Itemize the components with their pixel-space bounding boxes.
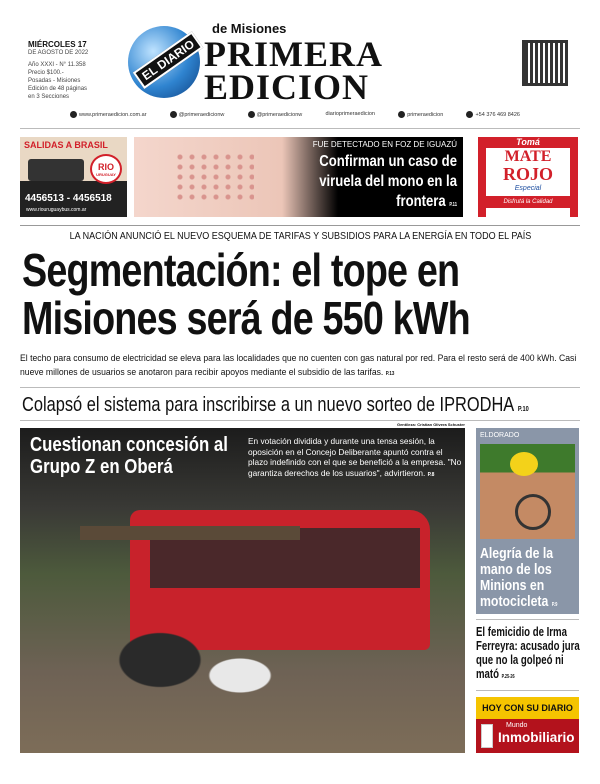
page-ref: P.10 bbox=[517, 406, 529, 413]
qr-code[interactable] bbox=[525, 43, 565, 83]
promo-big: Inmobiliario bbox=[498, 730, 575, 745]
secondary-story[interactable] bbox=[22, 393, 529, 422]
photo-story-body bbox=[248, 436, 463, 480]
door-icon bbox=[481, 724, 493, 748]
divider bbox=[476, 690, 579, 691]
teaser-image bbox=[174, 152, 254, 202]
divider bbox=[20, 420, 580, 421]
social-twitter[interactable]: @primeraedicionw bbox=[170, 111, 225, 118]
page-ref: P.11 bbox=[449, 202, 457, 208]
ad-rio-uruguay[interactable] bbox=[20, 137, 127, 217]
teaser-monkeypox[interactable] bbox=[134, 137, 463, 217]
edition-info bbox=[28, 40, 123, 101]
info-line: Edición de 48 páginas bbox=[28, 86, 88, 92]
social-whatsapp[interactable]: +54 376 469 8426 bbox=[466, 111, 520, 118]
main-kicker: LA NACIÓN ANUNCIÓ EL NUEVO ESQUEMA DE TARIFAS Y SUBSIDIOS PARA LA ENERGÍA EN TODO EL PAÍS bbox=[69, 230, 531, 242]
day: MIÉRCOLES 17 bbox=[28, 40, 87, 49]
photo-story-headline: Cuestionan concesión al Grupo Z en Oberá bbox=[30, 434, 228, 478]
sidebar-story-minions[interactable] bbox=[476, 428, 579, 614]
bus-shelter bbox=[80, 526, 300, 540]
people bbox=[100, 598, 300, 753]
teaser-headline: Confirman un caso de viruela del mono en la frontera bbox=[319, 153, 457, 210]
divider bbox=[476, 619, 579, 620]
divider bbox=[20, 128, 580, 129]
ad-slogan: Disfrutá la Calidad bbox=[486, 196, 570, 208]
social-web[interactable]: www.primeraedicion.com.ar bbox=[70, 111, 147, 118]
social-tiktok[interactable]: diarioprimeraedicion bbox=[325, 111, 375, 117]
twitter-icon bbox=[170, 111, 177, 118]
ad-mate-rojo[interactable] bbox=[478, 137, 578, 217]
divider bbox=[20, 225, 580, 226]
social-facebook[interactable]: @primeraedicionw bbox=[248, 111, 303, 118]
body-text: En votación dividida y durante una tensa sesión, la oposición en el Concejo Deliberante apuntó contra el plazo indefinido con el que se benefició a la empresa. "No garantiza derechos de los usuarios", advirtieron. bbox=[248, 436, 462, 478]
story2-headline: El femicidio de Irma Ferreyra: acusado jura que no la golpeó ni mató bbox=[476, 625, 580, 681]
info-line: Posadas - Misiones bbox=[28, 78, 81, 84]
promo-label: HOY CON SU DIARIO bbox=[476, 697, 579, 719]
main-headline: Segmentación: el tope en Misiones será de 550 kWh bbox=[22, 244, 470, 344]
divider bbox=[20, 387, 580, 388]
photo-credit: Gentileza: Cristian Olivera Schuster bbox=[396, 422, 465, 427]
sidebar-kicker: ELDORADO bbox=[480, 432, 520, 439]
ad-phones: 4456513 - 4456518 bbox=[25, 193, 112, 204]
page-ref: P.13 bbox=[385, 371, 395, 377]
sidebar-story-femicidio[interactable] bbox=[476, 625, 580, 684]
globe-icon bbox=[70, 111, 77, 118]
minions-photo bbox=[480, 444, 575, 539]
social-bar bbox=[70, 111, 520, 118]
ad-sub: Especial bbox=[514, 185, 542, 192]
bus-image bbox=[28, 159, 84, 181]
ad-brand: MATE bbox=[504, 148, 552, 165]
ad-logo: RIO URUGUAY bbox=[90, 154, 122, 184]
teaser-kicker: FUE DETECTADO EN FOZ DE IGUAZÚ bbox=[312, 140, 457, 149]
logo-line1: PRIMERA bbox=[204, 34, 383, 74]
ad-brand: ROJO bbox=[502, 164, 553, 184]
main-kicker-wrap bbox=[20, 230, 580, 243]
logo[interactable] bbox=[128, 22, 478, 106]
photo-story[interactable] bbox=[20, 428, 465, 753]
info-line: en 3 Secciones bbox=[28, 94, 70, 100]
facebook-icon bbox=[248, 111, 255, 118]
sidebar-headline: Alegría de la mano de los Minions en motocicleta bbox=[480, 545, 554, 610]
ad-top: Tomá bbox=[486, 137, 570, 148]
sidebar-headline-wrap bbox=[480, 546, 575, 613]
teaser-headline-wrap bbox=[297, 152, 457, 215]
promo-small: Mundo bbox=[506, 722, 528, 729]
instagram-icon bbox=[398, 111, 405, 118]
date: DE AGOSTO DE 2022 bbox=[28, 50, 89, 56]
social-instagram[interactable]: primeraedicion bbox=[398, 111, 443, 118]
promo-banner bbox=[476, 719, 579, 753]
page-ref: P.25-26 bbox=[501, 674, 515, 680]
info-line: Precio $100.- bbox=[28, 70, 64, 76]
logo-sub: de Misiones bbox=[212, 21, 287, 36]
logo-line2: EDICION bbox=[204, 67, 370, 107]
ad-url: www.riouruguaybus.com.ar bbox=[26, 207, 87, 213]
main-deck bbox=[20, 352, 578, 381]
logo-badge: EL DIARIO bbox=[133, 31, 204, 89]
info-line: Año XXXI - N° 11.358 bbox=[28, 62, 86, 68]
page-ref: P.8 bbox=[427, 471, 435, 478]
whatsapp-icon bbox=[466, 111, 473, 118]
deck-text: El techo para consumo de electricidad se eleva para las localidades que no cuenten con gas natural por red. Para el resto será de 400 kWh. Casi nueve millones de usuarios se anotaron para recibir apoyos mediante el subsidio de las tarifas. bbox=[20, 353, 577, 378]
page-ref: P.9 bbox=[551, 602, 558, 608]
ad-title: SALIDAS A BRASIL bbox=[24, 140, 108, 150]
promo-mundo-inmobiliario[interactable] bbox=[476, 697, 579, 753]
secondary-headline: Colapsó el sistema para inscribirse a un nuevo sorteo de IPRODHA bbox=[22, 393, 514, 416]
